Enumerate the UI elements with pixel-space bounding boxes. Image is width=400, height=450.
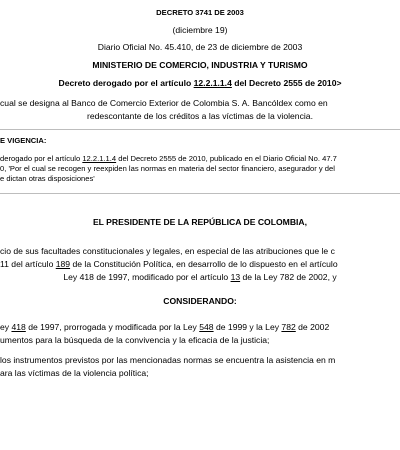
decree-date: (diciembre 19) (172, 25, 228, 35)
vigencia-line-1-suffix: del Decreto 2555 de 2010, publicado en el Diario Oficial No. 47.7 (116, 154, 337, 163)
para1-b: de 1997, prorrogada y modificada por la Ley (25, 322, 200, 332)
ministry-heading: MINISTERIO DE COMERCIO, INDUSTRIA Y TURISMO (92, 60, 308, 70)
preamble-line-1: cio de sus facultades constitucionales y legales, en especial de las atribuciones que le c (0, 246, 335, 256)
vigencia-line-1 (0, 155, 337, 164)
law-article-link[interactable]: 13 (230, 272, 241, 282)
para1-a: ey (0, 322, 12, 332)
para1-line-1 (0, 323, 329, 333)
preamble-line-2-b: de la Constitución Política, en desarrollo de lo dispuesto en el artículo (70, 259, 338, 269)
para1-line-2: umentos para la búsqueda de la convivencia y la eficacia de la justicia; (0, 335, 270, 345)
para2-line-1: los instrumentos previstos por las mencionadas normas se encuentra la asistencia en m (0, 355, 336, 365)
preamble-line-3-b: de la Ley 782 de 2002, y (240, 272, 337, 282)
derogation-suffix: del Decreto 2555 de 2010> (231, 78, 342, 88)
vigencia-article-link[interactable]: 12.2.1.1.4 (82, 154, 117, 163)
derogation-article-link[interactable]: 12.2.1.1.4 (193, 78, 232, 88)
summary-line-1: cual se designa al Banco de Comercio Exterior de Colombia S. A. Bancóldex como en (0, 98, 328, 108)
vigencia-line-2: 0, 'Por el cual se recogen y reexpiden las normas en materia del sector financiero, asegurador y del (0, 164, 335, 173)
para1-c: de 1999 y la Ley (213, 322, 282, 332)
preamble-line-2-a: 11 del artículo (0, 259, 56, 269)
law-782-link[interactable]: 782 (281, 322, 296, 332)
summary-line-2: redescontante de los créditos a las víctimas de la violencia. (87, 111, 313, 121)
law-548-link[interactable]: 548 (199, 322, 214, 332)
section-divider (0, 193, 400, 194)
preamble-line-3 (0, 273, 400, 283)
derogation-prefix: Decreto derogado por el artículo (58, 78, 194, 88)
vigencia-label: E VIGENCIA: (0, 136, 47, 145)
diario-oficial-line: Diario Oficial No. 45.410, de 23 de diciembre de 2003 (97, 42, 303, 52)
section-divider (0, 129, 400, 130)
derogation-note (0, 79, 400, 89)
vigencia-line-3: e dictan otras disposiciones' (0, 174, 95, 183)
preamble-line-3-a: Ley 418 de 1997, modificado por el artículo (63, 272, 231, 282)
decree-title: DECRETO 3741 DE 2003 (156, 8, 244, 17)
para2-line-2: ara las víctimas de la violencia política; (0, 368, 149, 378)
constitution-article-link[interactable]: 189 (55, 259, 71, 269)
para1-d: de 2002 (295, 322, 330, 332)
law-418-link[interactable]: 418 (11, 322, 26, 332)
preamble-line-2 (0, 260, 338, 270)
president-heading: EL PRESIDENTE DE LA REPÚBLICA DE COLOMBIA, (92, 217, 308, 227)
vigencia-line-1-prefix: derogado por el artículo (0, 154, 83, 163)
considerando-heading: CONSIDERANDO: (163, 296, 237, 306)
